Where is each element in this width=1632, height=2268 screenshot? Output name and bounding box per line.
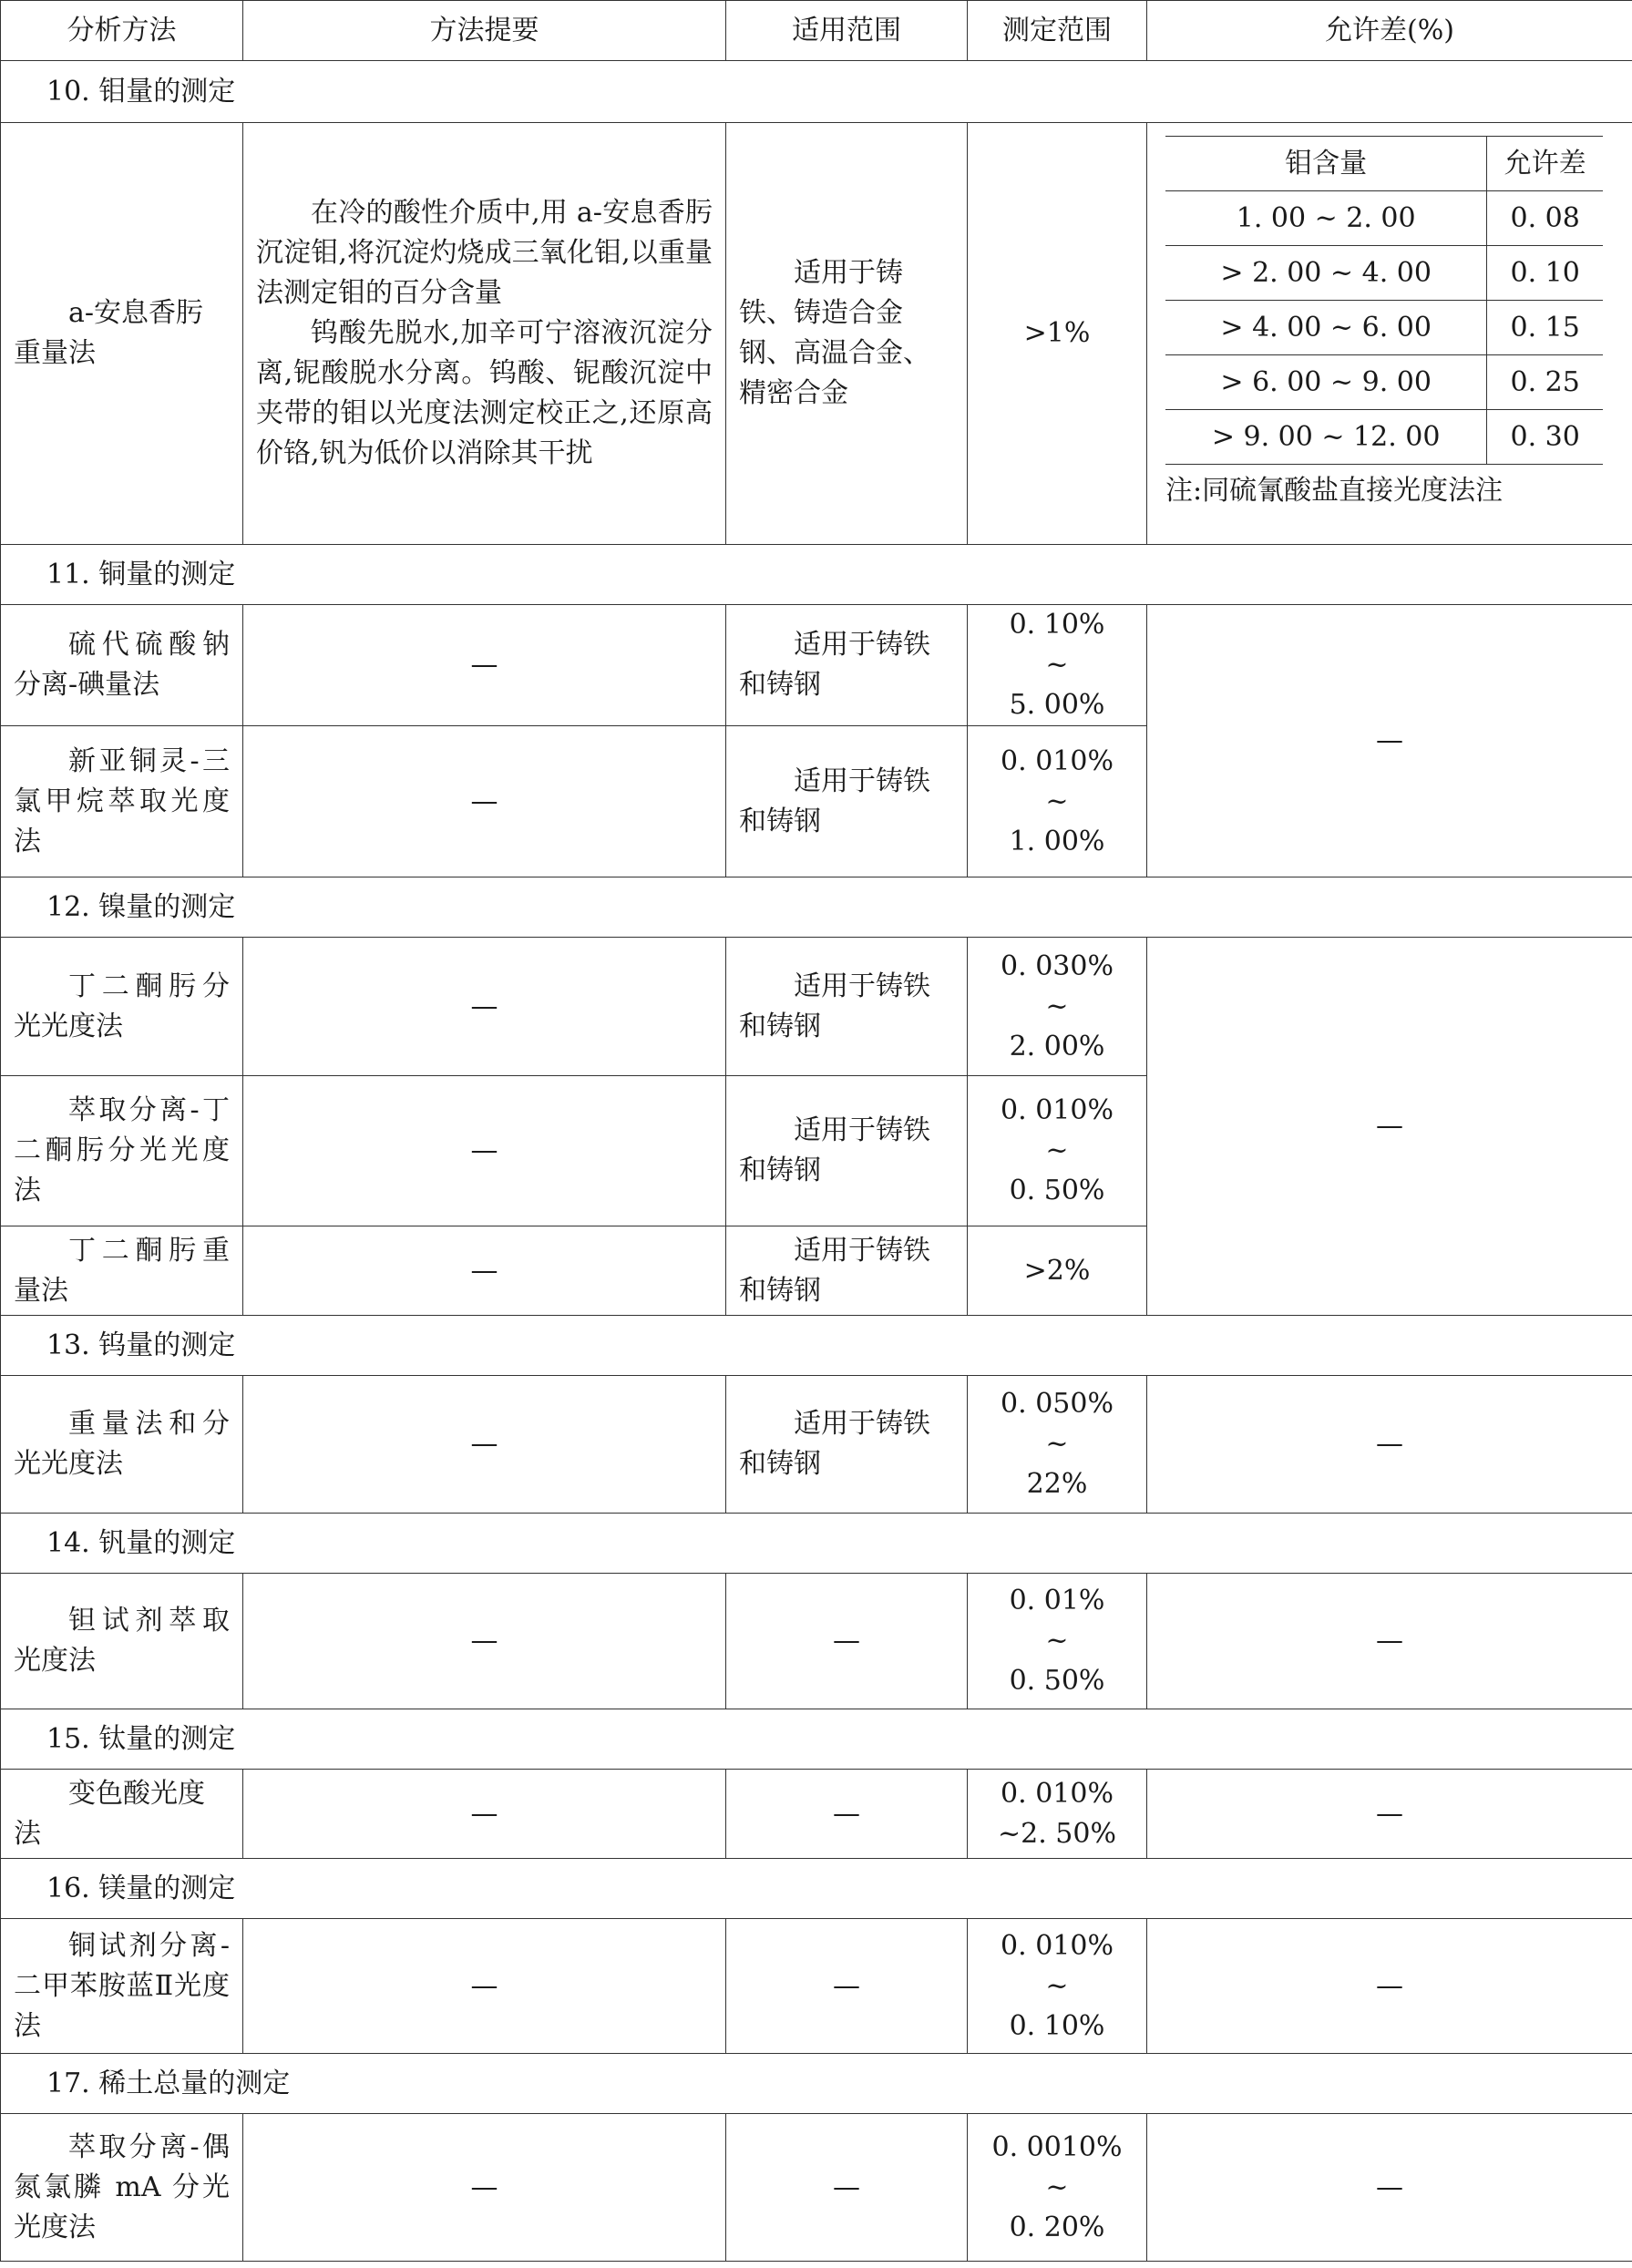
tolerance-cell: —	[1147, 1376, 1632, 1514]
range-high: 0. 20%	[1009, 2211, 1105, 2243]
subtable-cell: 0. 25	[1487, 355, 1603, 410]
subtable-cell: 0. 15	[1487, 301, 1603, 355]
range-cell: >1%	[968, 123, 1147, 545]
subtable-row	[1165, 191, 1603, 246]
section-title: 14. 钒量的测定	[1, 1514, 1632, 1574]
summary-cell: —	[243, 1226, 726, 1316]
subtable-row	[1165, 355, 1603, 410]
subtable-cell: > 4. 00 ~ 6. 00	[1165, 301, 1487, 355]
range-separator: ~	[1045, 1625, 1069, 1657]
table-row	[1, 938, 1632, 1076]
subtable-row	[1165, 246, 1603, 301]
subtable-cell: 0. 10	[1487, 246, 1603, 301]
tolerance-cell: —	[1147, 938, 1632, 1316]
header-tolerance: 允许差(%)	[1147, 1, 1632, 61]
scope-cell: 适用于铸铁和铸钢	[726, 1076, 968, 1226]
range-high: 0. 50%	[1009, 1665, 1105, 1697]
summary-cell: —	[243, 2114, 726, 2262]
table-header-row	[1, 1, 1632, 61]
summary-cell: —	[243, 1376, 726, 1514]
method-cell: 钽试剂萃取光度法	[1, 1574, 243, 1709]
table-row	[1, 1376, 1632, 1514]
tolerance-cell: —	[1147, 1919, 1632, 2054]
scope-cell: 适用于铸铁、铸造合金钢、高温合金、精密合金	[726, 123, 968, 545]
range-high: 22%	[1026, 1468, 1088, 1500]
range-separator: ~	[1045, 649, 1069, 681]
tolerance-cell: —	[1147, 1574, 1632, 1709]
scope-cell: 适用于铸铁和铸钢	[726, 938, 968, 1076]
subtable-cell: 0. 30	[1487, 410, 1603, 465]
summary-cell: —	[243, 1919, 726, 2054]
subtable-header-cell: 允许差	[1487, 137, 1603, 191]
range-low: 0. 010%	[1001, 1094, 1114, 1126]
tolerance-cell: —	[1147, 2114, 1632, 2262]
table-row	[1, 605, 1632, 726]
range-cell	[968, 2114, 1147, 2262]
summary-cell: —	[243, 726, 726, 877]
range-cell	[968, 605, 1147, 726]
scope-cell: 适用于铸铁和铸钢	[726, 726, 968, 877]
method-cell: 变色酸光度法	[1, 1770, 243, 1859]
tolerance-subtable	[1165, 136, 1603, 465]
range-separator: ~	[1045, 1134, 1069, 1166]
range-cell	[968, 726, 1147, 877]
section-title: 17. 稀土总量的测定	[1, 2054, 1632, 2114]
range-low: 0. 010%	[1001, 744, 1114, 777]
header-range: 测定范围	[968, 1, 1147, 61]
tolerance-cell	[1147, 123, 1632, 545]
range-low: 0. 030%	[1001, 949, 1114, 982]
table-row	[1, 1770, 1632, 1859]
header-method: 分析方法	[1, 1, 243, 61]
method-cell: 萃取分离-偶氮氯膦 mA 分光光度法	[1, 2114, 243, 2262]
section-title-row	[1, 1316, 1632, 1376]
method-cell: 重量法和分光光度法	[1, 1376, 243, 1514]
range-separator: ~	[1045, 990, 1069, 1022]
range-high: 5. 00%	[1009, 689, 1105, 721]
table-row	[1, 123, 1632, 545]
subtable-header-cell: 钼含量	[1165, 137, 1487, 191]
section-title-row	[1, 2054, 1632, 2114]
summary-cell	[243, 123, 726, 545]
subtable-cell: > 2. 00 ~ 4. 00	[1165, 246, 1487, 301]
range-cell	[968, 1919, 1147, 2054]
scope-cell: —	[726, 1919, 968, 2054]
section-title-row	[1, 61, 1632, 123]
section-title: 10. 钼量的测定	[1, 61, 1632, 123]
range-low: 0. 010%	[1001, 1777, 1114, 1810]
summary-paragraph: 在冷的酸性介质中,用 a-安息香肟沉淀钼,将沉淀灼烧成三氧化钼,以重量法测定钼的百分含量	[256, 197, 713, 309]
header-summary: 方法提要	[243, 1, 726, 61]
range-separator: ~	[1045, 1969, 1069, 2002]
section-title-row	[1, 1859, 1632, 1919]
summary-cell: —	[243, 605, 726, 726]
section-title: 15. 钛量的测定	[1, 1709, 1632, 1770]
table-row	[1, 2114, 1632, 2262]
range-low: 0. 0010%	[991, 2130, 1123, 2163]
range-cell	[968, 1376, 1147, 1514]
section-title-row	[1, 877, 1632, 938]
method-cell: 萃取分离-丁二酮肟分光光度法	[1, 1076, 243, 1226]
table-row	[1, 1919, 1632, 2054]
section-title-row	[1, 545, 1632, 605]
subtable-header	[1165, 137, 1603, 191]
method-cell: 丁二酮肟重量法	[1, 1226, 243, 1316]
range-separator: ~	[1045, 785, 1069, 817]
scope-cell: —	[726, 1770, 968, 1859]
scope-cell: 适用于铸铁和铸钢	[726, 1376, 968, 1514]
section-title: 12. 镍量的测定	[1, 877, 1632, 938]
table-row	[1, 1574, 1632, 1709]
range-cell	[968, 1770, 1147, 1859]
summary-cell: —	[243, 1770, 726, 1859]
section-title: 16. 镁量的测定	[1, 1859, 1632, 1919]
range-separator: ~	[1045, 1428, 1069, 1460]
range-high: ~2. 50%	[998, 1817, 1116, 1850]
summary-paragraph: 钨酸先脱水,加辛可宁溶液沉淀分离,铌酸脱水分离。钨酸、铌酸沉淀中夹带的钼以光度法测定校正之,还原高价铬,钒为低价以消除其干扰	[256, 317, 713, 469]
section-title-row	[1, 1514, 1632, 1574]
scope-cell: —	[726, 2114, 968, 2262]
method-cell: 铜试剂分离-二甲苯胺蓝Ⅱ光度法	[1, 1919, 243, 2054]
tolerance-cell: —	[1147, 1770, 1632, 1859]
summary-cell: —	[243, 1076, 726, 1226]
range-cell: >2%	[968, 1226, 1147, 1316]
subtable-cell: 0. 08	[1487, 191, 1603, 246]
scope-cell: 适用于铸铁和铸钢	[726, 605, 968, 726]
section-title-row	[1, 1709, 1632, 1770]
summary-cell: —	[243, 1574, 726, 1709]
range-cell	[968, 938, 1147, 1076]
section-title: 11. 铜量的测定	[1, 545, 1632, 605]
tolerance-cell: —	[1147, 605, 1632, 877]
scope-cell: —	[726, 1574, 968, 1709]
range-high: 1. 00%	[1009, 825, 1105, 857]
subtable-cell: > 6. 00 ~ 9. 00	[1165, 355, 1487, 410]
range-cell	[968, 1076, 1147, 1226]
scope-cell: 适用于铸铁和铸钢	[726, 1226, 968, 1316]
range-high: 0. 10%	[1009, 2009, 1105, 2042]
range-high: 0. 50%	[1009, 1175, 1105, 1206]
header-scope: 适用范围	[726, 1, 968, 61]
section-title: 13. 钨量的测定	[1, 1316, 1632, 1376]
subtable-cell: > 9. 00 ~ 12. 00	[1165, 410, 1487, 465]
subtable-row	[1165, 301, 1603, 355]
range-high: 2. 00%	[1009, 1030, 1105, 1062]
summary-cell: —	[243, 938, 726, 1076]
range-separator: ~	[1045, 2171, 1069, 2203]
method-cell: 丁二酮肟分光光度法	[1, 938, 243, 1076]
method-cell: 新亚铜灵-三氯甲烷萃取光度法	[1, 726, 243, 877]
subtable-note: 注:同硫氰酸盐直接光度法注	[1165, 475, 1504, 507]
range-low: 0. 01%	[1009, 1585, 1105, 1616]
method-cell: a-安息香肟重量法	[1, 123, 243, 545]
range-low: 0. 050%	[1001, 1388, 1114, 1420]
subtable-cell: 1. 00 ~ 2. 00	[1165, 191, 1487, 246]
range-low: 0. 010%	[1001, 1929, 1114, 1962]
range-cell	[968, 1574, 1147, 1709]
method-cell: 硫代硫酸钠分离-碘量法	[1, 605, 243, 726]
subtable-row	[1165, 410, 1603, 465]
range-low: 0. 10%	[1009, 609, 1105, 641]
